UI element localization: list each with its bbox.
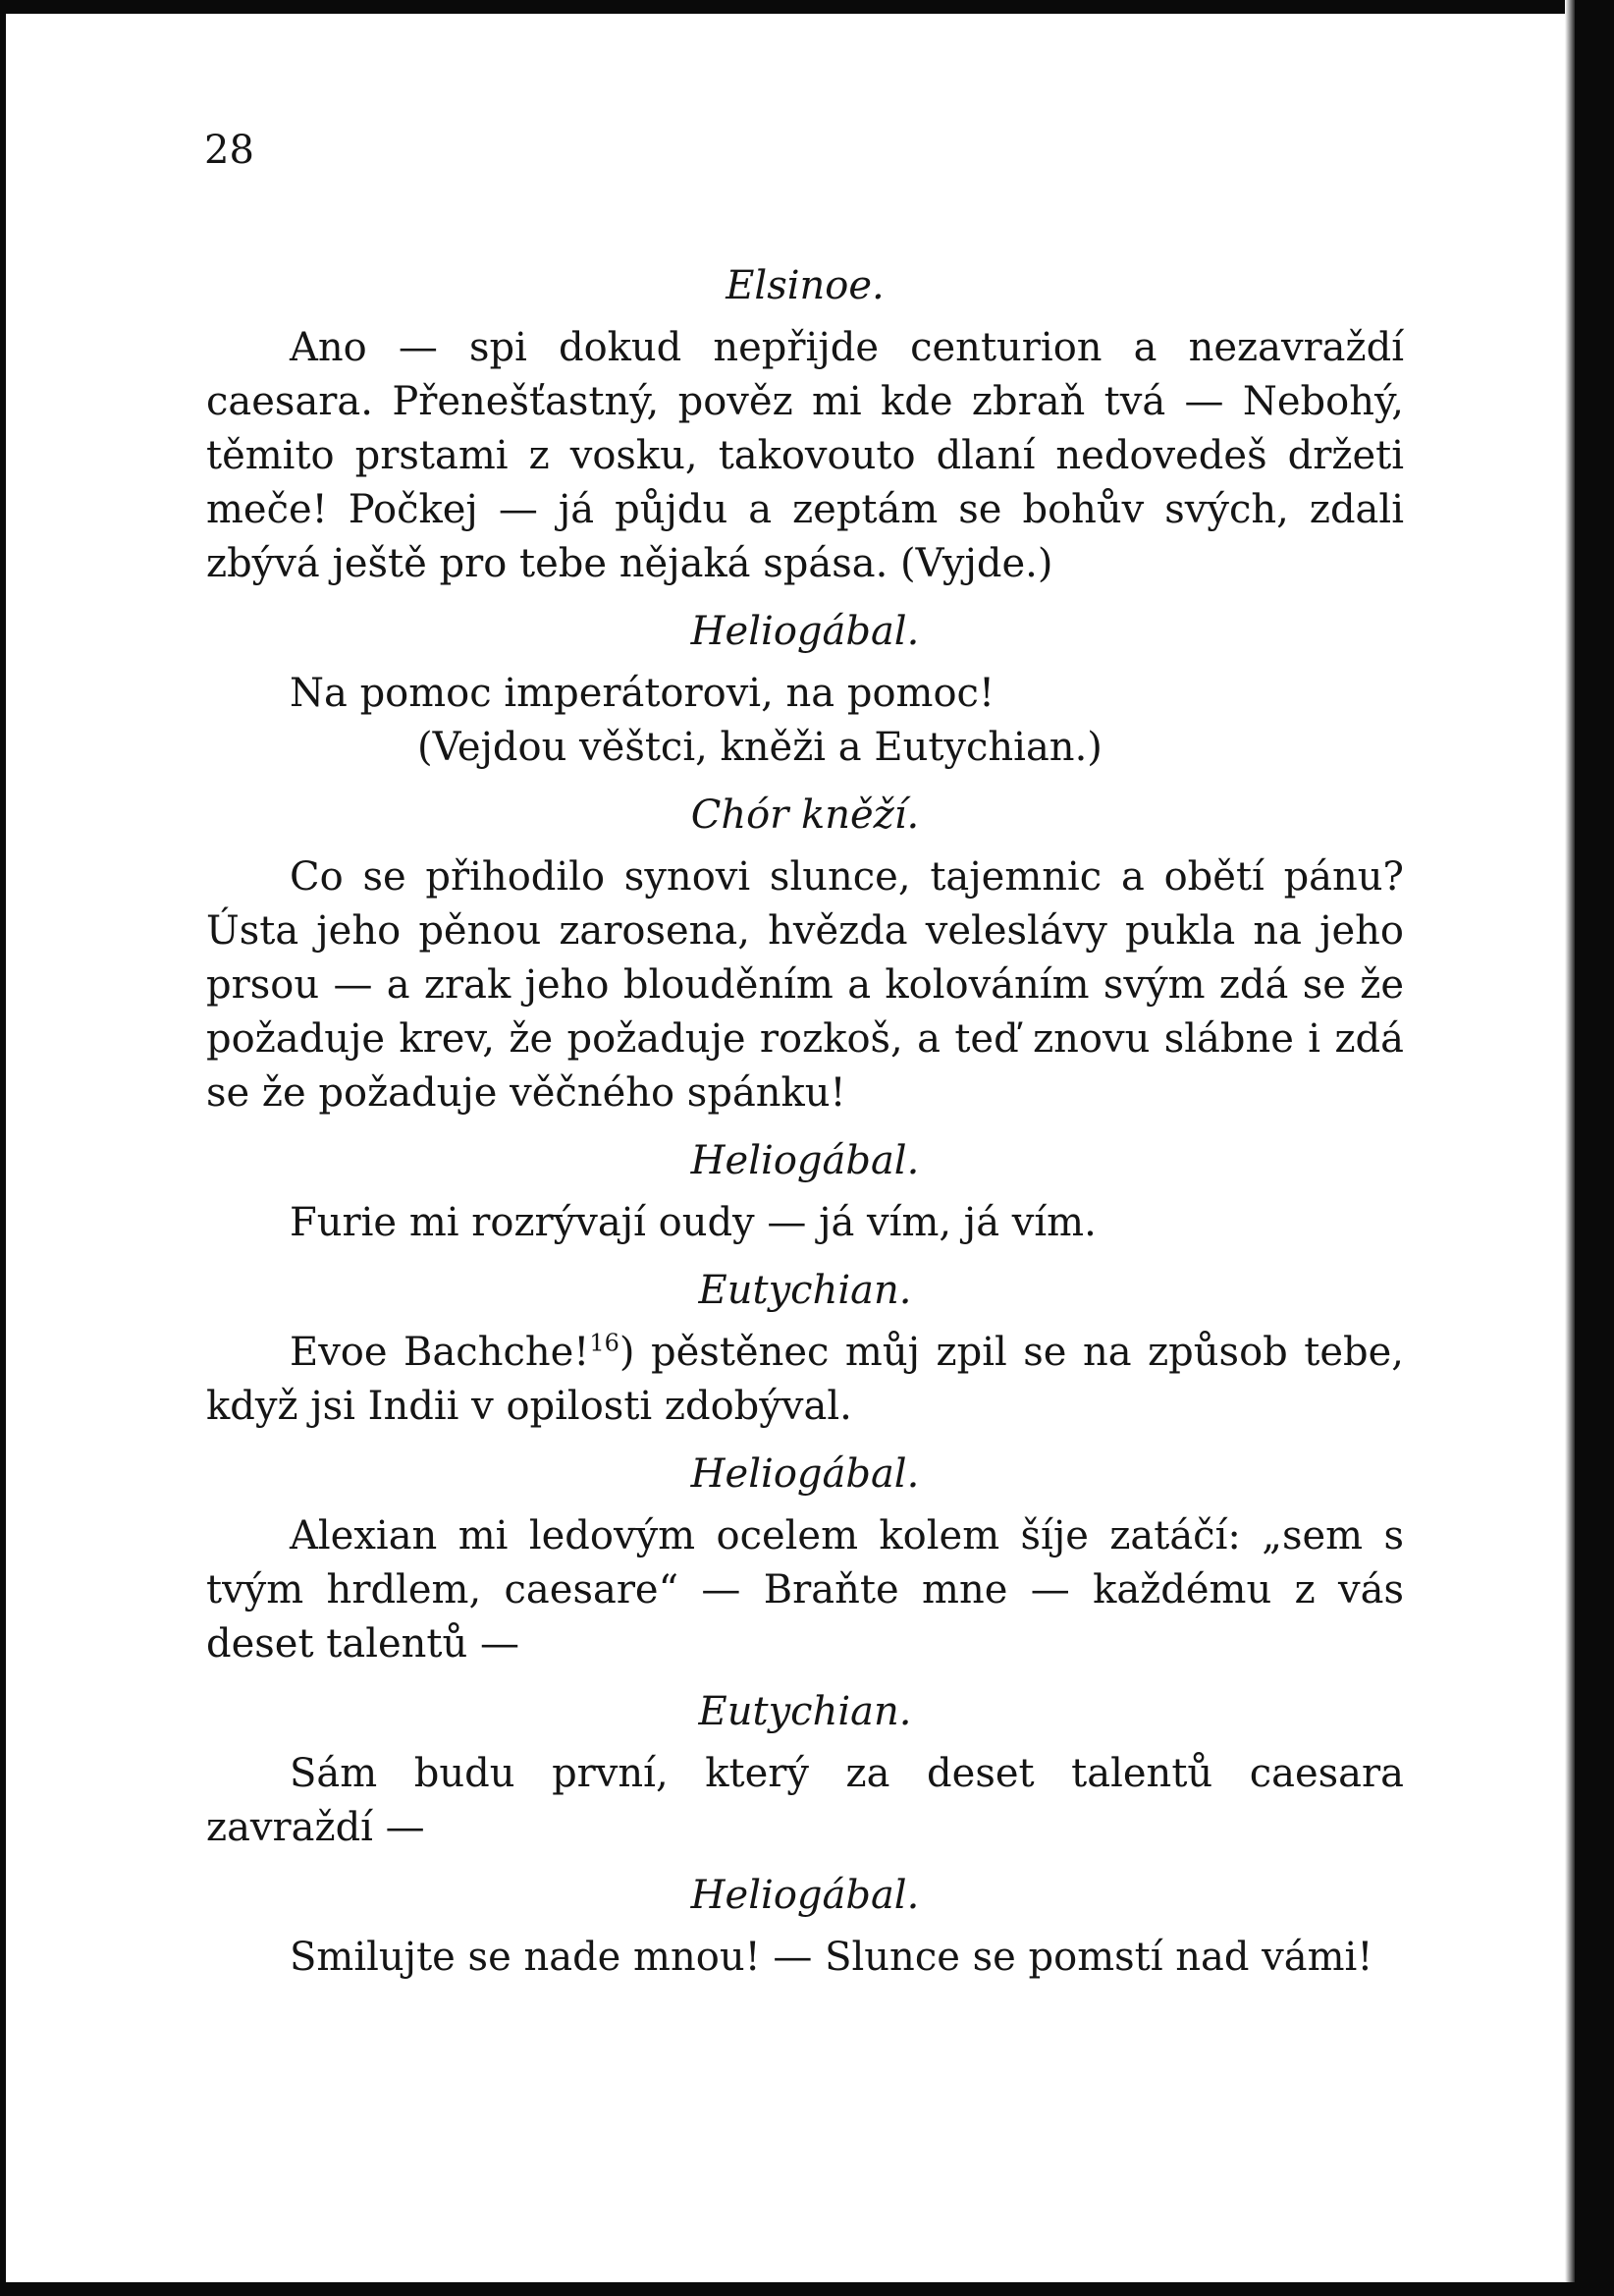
dialogue-paragraph: Furie mi rozrývají oudy — já vím, já vím.	[290, 1200, 1097, 1245]
speaker-name: Heliogábal.	[690, 1138, 920, 1183]
dialogue-paragraph: Smilujte se nade mnou! — Slunce se pomstí nad vámi!	[290, 1935, 1373, 1980]
stage-direction: (Vejdou věštci, kněži a Eutychian.)	[417, 725, 1103, 770]
scan-border-top	[0, 0, 1614, 14]
speaker-name: Heliogábal.	[690, 1451, 920, 1497]
dialogue-paragraph: Na pomoc imperátorovi, na pomoc!	[290, 671, 995, 716]
speaker-name: Eutychian.	[698, 1268, 912, 1313]
dialogue-text: Evoe Bachche!	[290, 1330, 590, 1375]
dialogue-text: ) pěstěnec můj zpil se na způsob tebe, když jsi Indii v opilosti zdobýval.	[206, 1330, 1404, 1429]
scan-edge-shadow	[1565, 0, 1575, 2296]
dialogue-paragraph: Co se přihodilo synovi slunce, tajemnic a obětí pánu? Ústa jeho pěnou zarosena, hvězda veleslávy pukla na jeho prsou — a zrak jeho blouděním a kolováním svým zdá se že požaduje krev, že požaduje rozkoš, a teď znovu slábne i zdá se že požaduje věčného spánku!	[206, 854, 1404, 1116]
scan-border-right	[1575, 0, 1614, 2296]
speaker-name: Heliogábal.	[690, 609, 920, 654]
dialogue-paragraph: Ano — spi dokud nepřijde centurion a nezavraždí caesara. Přenešťastný, pověz mi kde zbraň tvá — Nebohý, těmito prstami z vosku, takovouto dlaní nedovedeš držeti meče! Počkej — já půjdu a zeptám se bohův svých, zdali zbývá ještě pro tebe nějaká spása. (Vyjde.)	[206, 325, 1404, 586]
play-text	[206, 246, 1404, 1985]
page-number: 28	[204, 128, 254, 173]
speaker-name: Eutychian.	[698, 1689, 912, 1734]
scan-border-left	[0, 0, 6, 2296]
dialogue-paragraph: Sám budu první, který za deset talentů caesara zavraždí —	[206, 1751, 1404, 1850]
footnote-marker: 16	[589, 1329, 619, 1357]
speaker-name: Elsinoe.	[726, 263, 885, 308]
dialogue-paragraph	[206, 1326, 1404, 1434]
speaker-name: Heliogábal.	[690, 1873, 920, 1918]
dialogue-paragraph: Alexian mi ledovým ocelem kolem šíje zatáčí: „sem s tvým hrdlem, caesare“ — Braňte mne — každému z vás deset talentů —	[206, 1513, 1404, 1667]
speaker-name: Chór kněží.	[690, 793, 920, 838]
scan-border-bottom	[0, 2282, 1614, 2296]
